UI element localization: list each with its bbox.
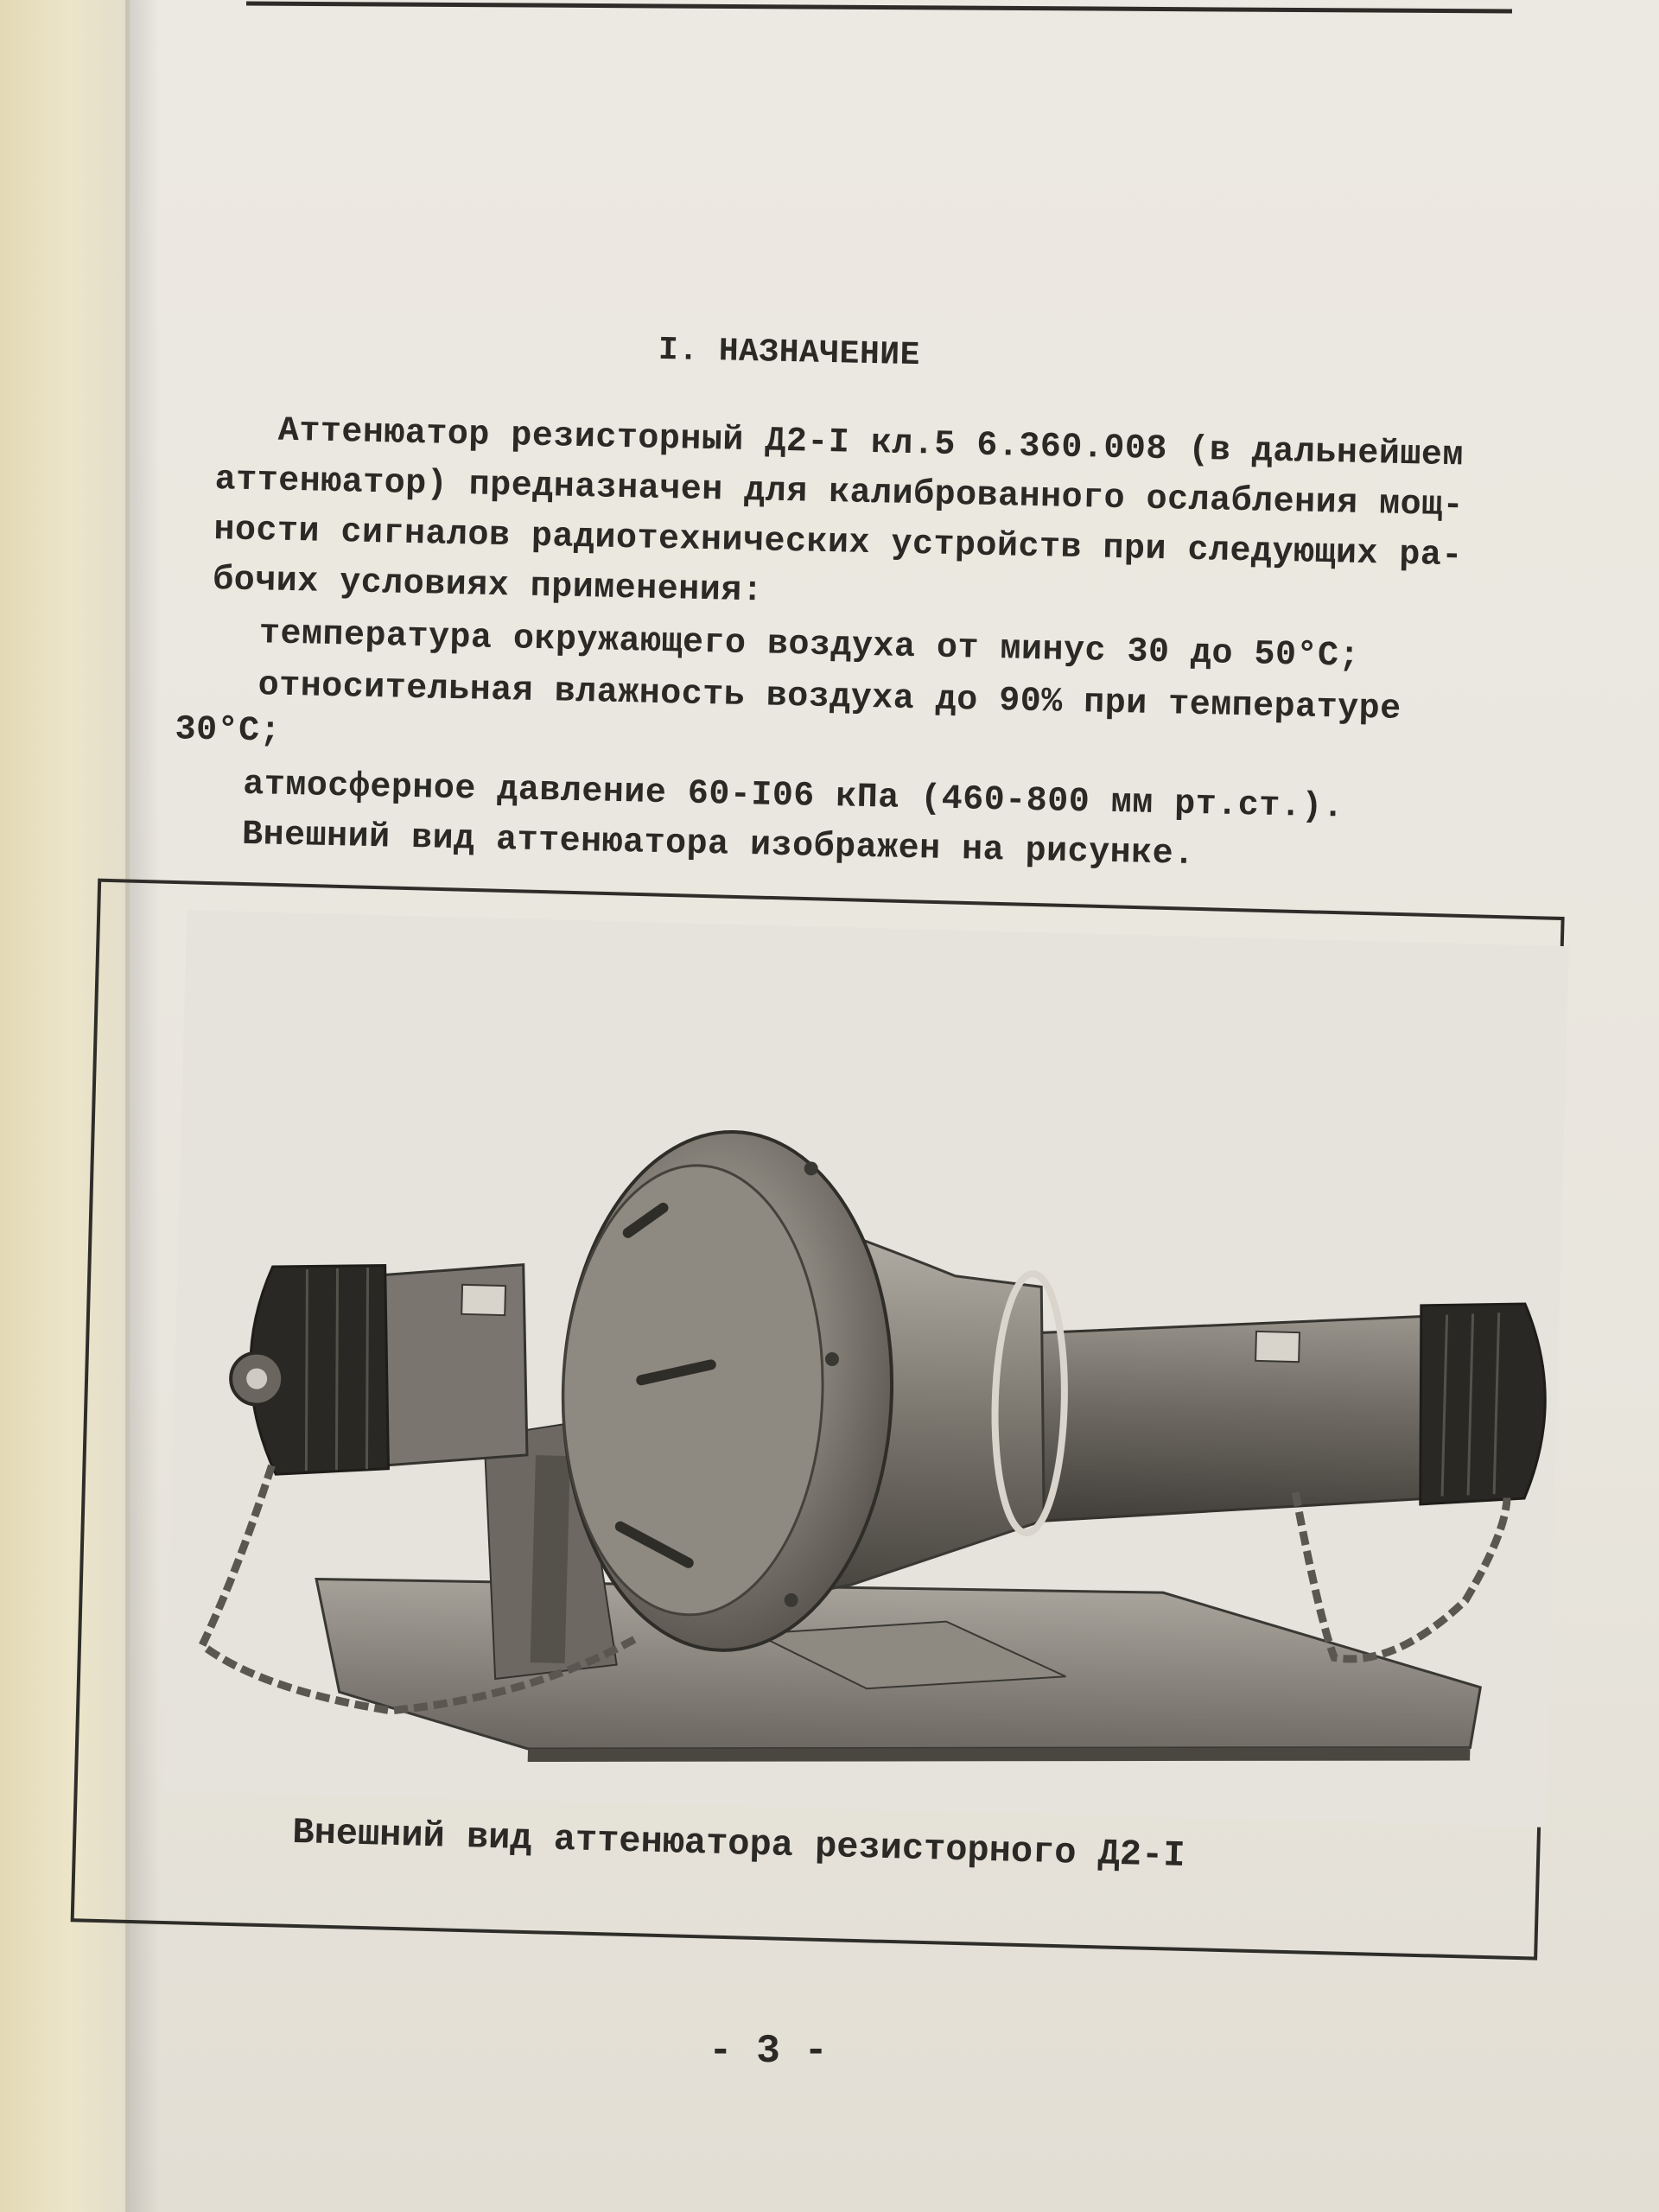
condition-pressure: атмосферное давление 60-I06 кПа (460-800 мм рт.ст.). xyxy=(242,765,1344,828)
body-text-block xyxy=(0,0,1659,925)
condition-temperature: температура окружающего воздуха от минус 30 до 50°C; xyxy=(258,614,1361,677)
attenuator-photo xyxy=(164,910,1569,1827)
condition-humidity-line-2: 30°C; xyxy=(175,710,282,752)
page-number: - 3 - xyxy=(709,2029,829,2074)
paragraph-line-4: бочих условиях применения: xyxy=(212,561,764,612)
paragraph-line-1: Аттенюатор резисторный Д2-I кл.5 6.360.008 (в дальнейшем xyxy=(277,411,1465,476)
figure-intro-text: Внешний вид аттенюатора изображен на рисунке. xyxy=(241,815,1196,874)
paragraph-line-2: аттенюатор) предназначен для калиброванного ослабления мощ- xyxy=(214,461,1465,526)
figure-caption: Внешний вид аттенюатора резисторного Д2-I xyxy=(291,1811,1186,1877)
section-heading: I. НАЗНАЧЕНИЕ xyxy=(658,331,921,375)
attenuator-illustration xyxy=(164,910,1569,1827)
figure-frame xyxy=(71,879,1565,1961)
paragraph-line-3: ности сигналов радиотехнических устройств при следующих ра- xyxy=(213,511,1464,576)
condition-humidity-line-1: относительная влажность воздуха до 90% при температуре xyxy=(257,666,1402,729)
